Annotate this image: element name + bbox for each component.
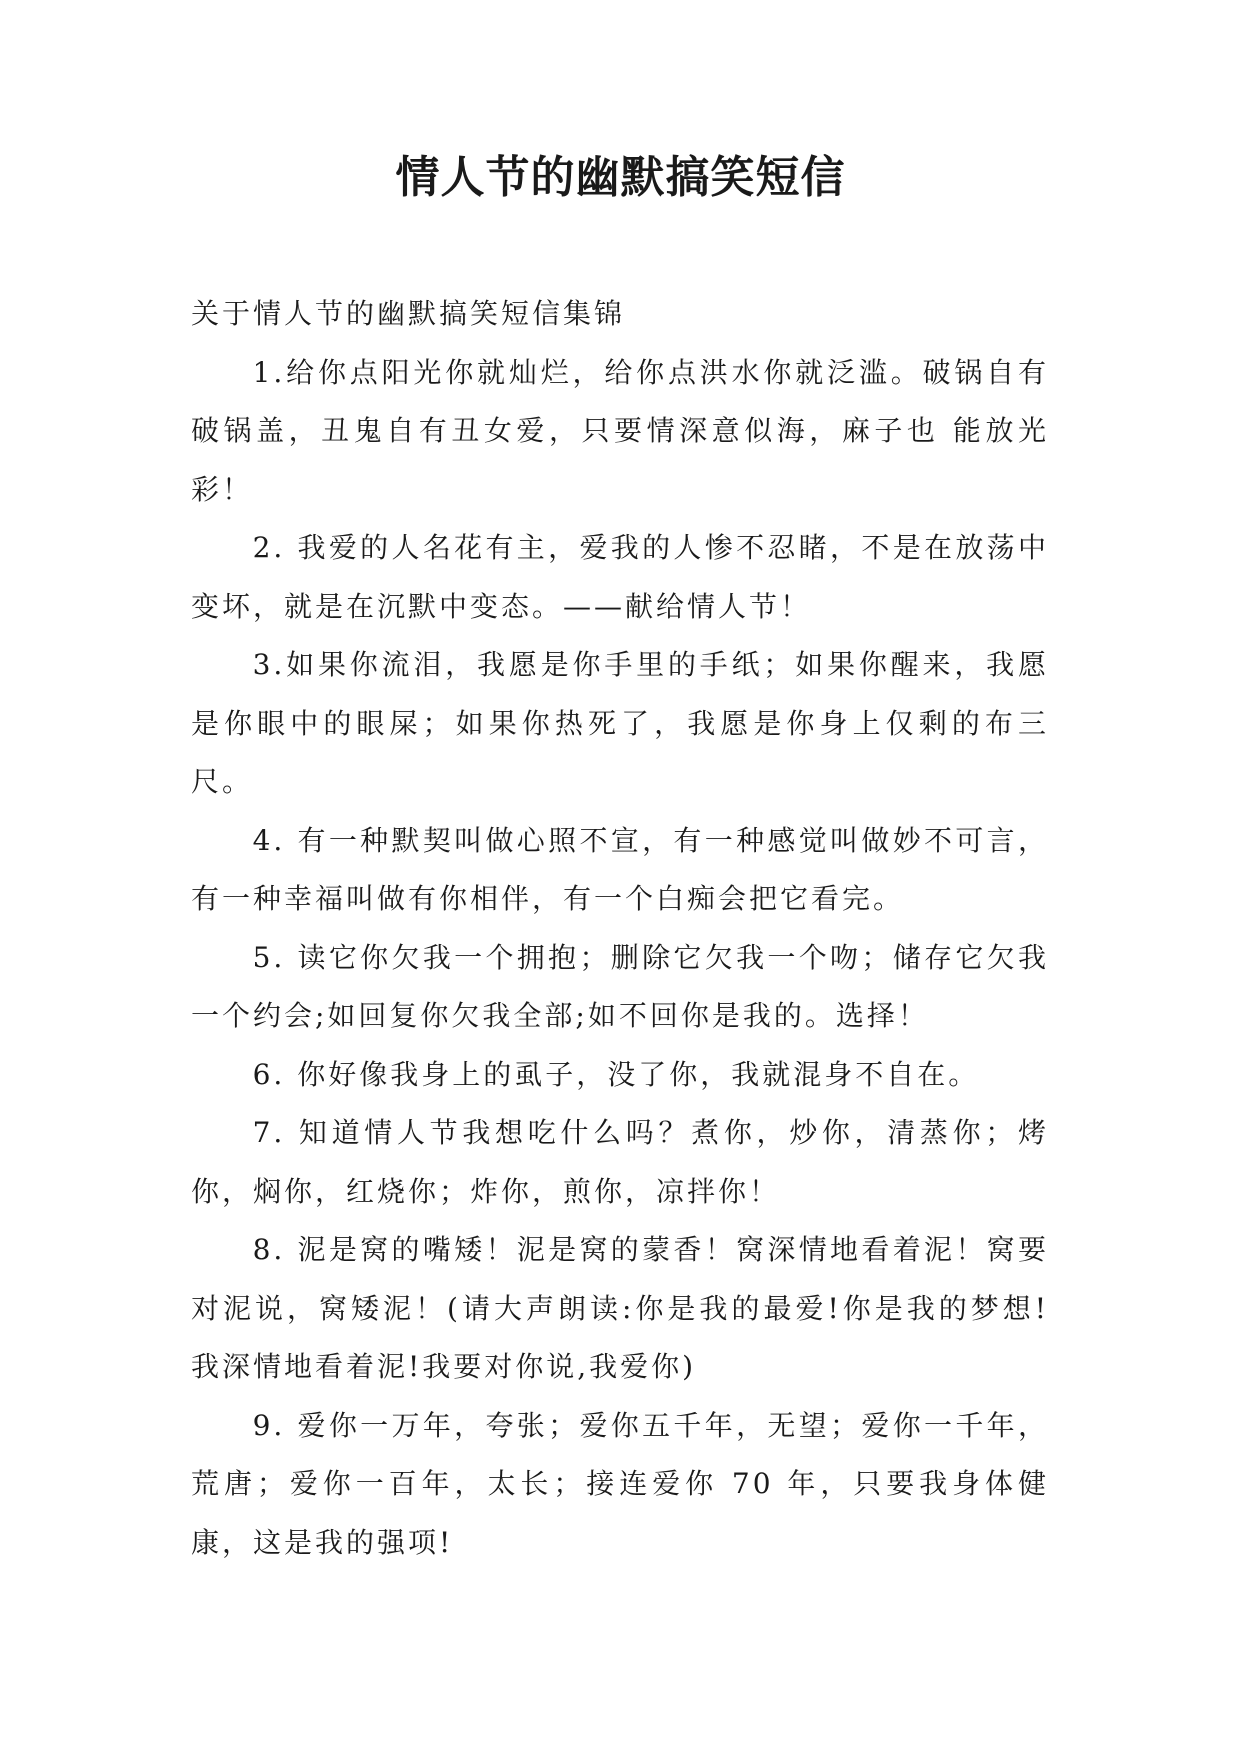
list-item: 6. 你好像我身上的虱子，没了你，我就混身不自在。 bbox=[252, 1057, 980, 1091]
list-item: 5. 读它你欠我一个拥抱；删除它欠我一个吻；储存它欠我一个约会;如回复你欠我全部;如不回你是我的。选择！ bbox=[191, 940, 1049, 1032]
list-item: 3.如果你流泪，我愿是你手里的手纸；如果你醒来，我愿是你眼中的眼屎；如果你热死了，我愿是你身上仅剩的布三尺。 bbox=[191, 648, 1049, 798]
list-item: 7. 知道情人节我想吃什么吗？煮你，炒你，清蒸你；烤你，焖你，红烧你；炸你，煎你，凉拌你！ bbox=[191, 1116, 1049, 1208]
list-item: 1.给你点阳光你就灿烂，给你点洪水你就泛滥。破锅自有破锅盖，丑鬼自有丑女爱，只要情深意似海，麻子也 能放光彩！ bbox=[191, 355, 1049, 506]
list-item: 4. 有一种默契叫做心照不宣，有一种感觉叫做妙不可言，有一种幸福叫做有你相伴，有一个白痴会把它看完。 bbox=[191, 823, 1049, 915]
document-body bbox=[191, 285, 1049, 1572]
intro-paragraph: 关于情人节的幽默搞笑短信集锦 bbox=[191, 297, 626, 330]
list-item: 9. 爱你一万年，夸张；爱你五千年，无望；爱你一千年，荒唐；爱你一百年，太长；接连爱你 70 年，只要我身体健康，这是我的强项! bbox=[191, 1408, 1049, 1559]
document-title: 情人节的幽默搞笑短信 bbox=[395, 152, 846, 203]
list-item: 8. 泥是窝的嘴矮！泥是窝的蒙香！窝深情地看着泥！窝要对泥说，窝矮泥！(请大声朗读:你是我的最爱!你是我的梦想!我深情地看着泥!我要对你说,我爱你) bbox=[191, 1233, 1049, 1383]
list-item: 2. 我爱的人名花有主，爱我的人惨不忍睹，不是在放荡中变坏，就是在沉默中变态。——献给情人节！ bbox=[191, 531, 1049, 623]
